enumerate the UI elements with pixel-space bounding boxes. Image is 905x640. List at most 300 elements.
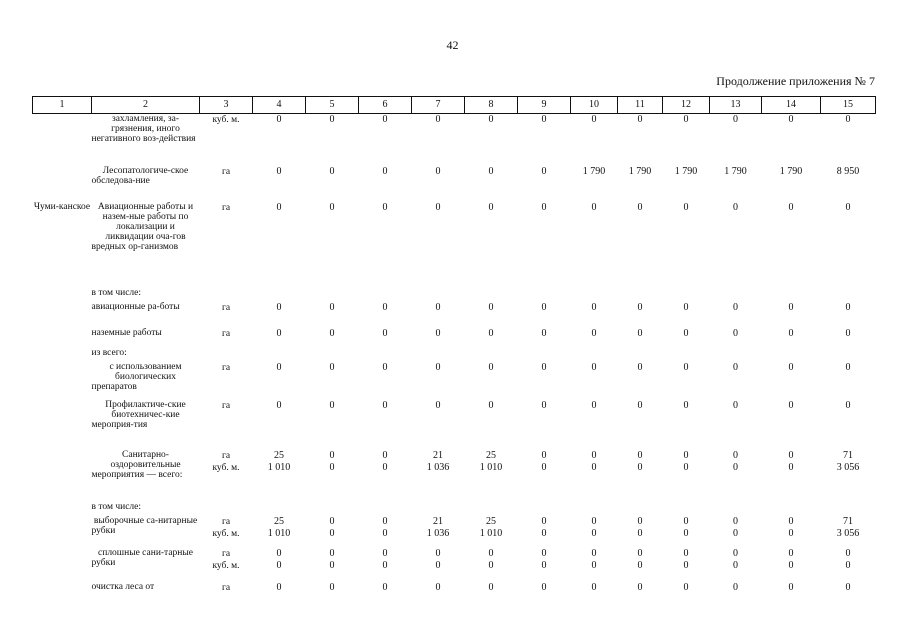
- value-cell: [663, 328, 710, 348]
- activity-name-cell: очистка леса от: [91, 581, 155, 592]
- value-cell: [762, 582, 821, 598]
- value-cell: [821, 400, 876, 450]
- cell-value: 1 010: [479, 527, 503, 539]
- cell-value: 0: [683, 201, 689, 213]
- value-cell: [821, 516, 876, 548]
- cell-value: 71: [843, 515, 853, 527]
- value-cell: [359, 288, 412, 302]
- value-cell: [518, 166, 571, 202]
- cell-value: 0: [637, 515, 643, 527]
- value-cell: [253, 114, 306, 166]
- value-cell: [571, 302, 618, 328]
- cell-value: 0: [683, 114, 689, 125]
- cell-value: 0: [488, 201, 494, 213]
- cell-value: 0: [382, 327, 388, 339]
- value-cell: [762, 328, 821, 348]
- cell-value: 0: [637, 527, 643, 539]
- cell-value: 0: [488, 301, 494, 313]
- activity-name-cell: Санитарно-оздоровительные мероприятия — всего:: [91, 449, 183, 480]
- cell-value: 0: [845, 581, 851, 593]
- cell-value: 0: [541, 165, 547, 177]
- value-cell: [359, 582, 412, 598]
- cell-value: 0: [637, 361, 643, 373]
- value-cell: [359, 348, 412, 362]
- cell-value: 0: [683, 581, 689, 593]
- unit-cell: [200, 288, 253, 302]
- value-cell: [571, 348, 618, 362]
- value-cell: [762, 302, 821, 328]
- cell-value: 0: [733, 461, 738, 473]
- value-cell: [253, 328, 306, 348]
- cell-value: 0: [435, 559, 441, 571]
- value-cell: [253, 548, 306, 582]
- value-cell: [253, 400, 306, 450]
- cell-value: 0: [435, 581, 441, 593]
- value-cell: [710, 582, 762, 598]
- forestry-name-cell: [33, 502, 92, 516]
- cell-value: 0: [591, 527, 597, 539]
- cell-value: 0: [591, 461, 597, 473]
- forestry-name-cell: [33, 166, 92, 202]
- value-cell: [821, 166, 876, 202]
- unit-value: га: [221, 450, 231, 461]
- value-cell: [518, 516, 571, 548]
- cell-value: 0: [733, 527, 738, 539]
- value-cell: [518, 400, 571, 450]
- value-cell: [306, 582, 359, 598]
- value-cell: [465, 516, 518, 548]
- value-cell: [518, 114, 571, 166]
- value-cell: [412, 348, 465, 362]
- cell-value: 0: [435, 165, 441, 177]
- cell-value: 0: [435, 201, 441, 213]
- cell-value: 0: [591, 201, 597, 213]
- value-cell: [412, 502, 465, 516]
- forestry-name-cell: [33, 400, 92, 450]
- value-cell: [663, 548, 710, 582]
- value-cell: [465, 582, 518, 598]
- unit-cell: [200, 400, 253, 450]
- forestry-name-cell: [33, 450, 92, 502]
- cell-value: 0: [435, 114, 441, 125]
- value-cell: [412, 302, 465, 328]
- value-cell: [306, 288, 359, 302]
- cell-value: 0: [276, 201, 282, 213]
- unit-value: га: [221, 516, 231, 527]
- value-cell: [518, 450, 571, 502]
- table-row: [33, 288, 876, 302]
- value-cell: [465, 450, 518, 502]
- value-cell: [306, 362, 359, 400]
- value-cell: [412, 516, 465, 548]
- cell-value: 25: [486, 515, 496, 527]
- cell-value: 0: [591, 559, 597, 571]
- forestry-name-cell: [33, 328, 92, 348]
- value-cell: [762, 548, 821, 582]
- value-cell: [762, 202, 821, 288]
- value-cell: [821, 328, 876, 348]
- table-row: [33, 302, 876, 328]
- cell-value: 0: [329, 301, 335, 313]
- value-cell: [253, 502, 306, 516]
- cell-value: 0: [276, 114, 282, 125]
- value-cell: [710, 202, 762, 288]
- unit-value: га: [221, 582, 231, 593]
- cell-value: 0: [541, 581, 547, 593]
- value-cell: [618, 348, 663, 362]
- value-cell: [359, 202, 412, 288]
- table-row: [33, 516, 876, 548]
- cell-value: 0: [591, 449, 597, 461]
- value-cell: [412, 202, 465, 288]
- value-cell: [518, 582, 571, 598]
- activity-name-cell: выборочные са-нитарные рубки: [91, 515, 198, 536]
- cell-value: 0: [683, 449, 689, 461]
- cell-value: 0: [541, 399, 547, 411]
- value-cell: [518, 502, 571, 516]
- cell-value: 0: [541, 301, 547, 313]
- value-cell: [571, 502, 618, 516]
- cell-value: 0: [329, 449, 335, 461]
- cell-value: 0: [845, 201, 851, 213]
- value-cell: [306, 202, 359, 288]
- cell-value: 0: [637, 547, 643, 559]
- value-cell: [571, 516, 618, 548]
- value-cell: [412, 328, 465, 348]
- column-header: 5: [306, 97, 359, 114]
- cell-value: 0: [845, 327, 851, 339]
- value-cell: [821, 348, 876, 362]
- value-cell: [253, 302, 306, 328]
- cell-value: 0: [488, 114, 494, 125]
- table-row: [33, 114, 876, 166]
- forestry-name-cell: [33, 288, 92, 302]
- cell-value: 0: [329, 515, 335, 527]
- value-cell: [359, 400, 412, 450]
- cell-value: 0: [733, 327, 738, 339]
- cell-value: 0: [591, 581, 597, 593]
- cell-value: 0: [276, 581, 282, 593]
- value-cell: [571, 202, 618, 288]
- cell-value: 1 010: [479, 461, 503, 473]
- value-cell: [821, 302, 876, 328]
- forestry-name-cell: Чуми-канское: [33, 201, 91, 212]
- cell-value: 0: [591, 301, 597, 313]
- unit-cell: [200, 302, 253, 328]
- cell-value: 1 790: [724, 165, 747, 177]
- cell-value: 0: [683, 515, 689, 527]
- value-cell: [710, 516, 762, 548]
- cell-value: 0: [845, 301, 851, 313]
- value-cell: [359, 302, 412, 328]
- value-cell: [412, 400, 465, 450]
- value-cell: [253, 450, 306, 502]
- cell-value: 1 790: [674, 165, 698, 177]
- cell-value: 0: [788, 515, 794, 527]
- activity-name-cell: Авиационные работы и назем-ные работы по локализации и ликвидации оча-гов вредных ор-ганизмов: [91, 201, 194, 252]
- value-cell: [253, 582, 306, 598]
- value-cell: [518, 362, 571, 400]
- unit-value: га: [221, 302, 231, 313]
- value-cell: [762, 166, 821, 202]
- cell-value: 3 056: [836, 527, 860, 539]
- cell-value: 0: [382, 449, 388, 461]
- cell-value: 0: [488, 547, 494, 559]
- activity-name-cell: с использованием биологических препаратов: [91, 361, 182, 392]
- cell-value: 0: [329, 201, 335, 213]
- cell-value: 0: [329, 361, 335, 373]
- header-row: [33, 97, 876, 114]
- cell-value: 0: [382, 399, 388, 411]
- activity-name-cell: захламления, за-грязнения, иного негативного воз-действия: [91, 114, 196, 144]
- cell-value: 0: [541, 449, 547, 461]
- value-cell: [571, 400, 618, 450]
- cell-value: 0: [541, 201, 547, 213]
- cell-value: 0: [276, 559, 282, 571]
- cell-value: 1 010: [267, 461, 291, 473]
- cell-value: 0: [435, 547, 441, 559]
- cell-value: 0: [637, 399, 643, 411]
- cell-value: 0: [788, 547, 794, 559]
- forestry-name-cell: [33, 302, 92, 328]
- value-cell: [618, 400, 663, 450]
- cell-value: 0: [329, 461, 335, 473]
- cell-value: 0: [788, 361, 794, 373]
- cell-value: 0: [435, 301, 441, 313]
- column-header: 1: [33, 97, 92, 114]
- cell-value: 0: [382, 361, 388, 373]
- cell-value: 0: [541, 515, 547, 527]
- value-cell: [465, 114, 518, 166]
- cell-value: 0: [733, 361, 738, 373]
- table-row: [33, 362, 876, 400]
- value-cell: [465, 362, 518, 400]
- cell-value: 0: [637, 449, 643, 461]
- value-cell: [412, 582, 465, 598]
- cell-value: 0: [683, 547, 689, 559]
- cell-value: 0: [683, 301, 689, 313]
- cell-value: 0: [788, 581, 794, 593]
- cell-value: 0: [637, 559, 643, 571]
- value-cell: [762, 348, 821, 362]
- value-cell: [571, 114, 618, 166]
- forestry-name-cell: [33, 362, 92, 400]
- continuation-label: Продолжение приложения № 7: [716, 74, 875, 88]
- activity-name-cell: наземные работы: [91, 327, 162, 338]
- value-cell: [359, 328, 412, 348]
- cell-value: 0: [541, 527, 547, 539]
- cell-value: 0: [382, 515, 388, 527]
- value-cell: [821, 288, 876, 302]
- value-cell: [465, 302, 518, 328]
- cell-value: 0: [329, 547, 335, 559]
- value-cell: [762, 114, 821, 166]
- value-cell: [518, 288, 571, 302]
- value-cell: [306, 302, 359, 328]
- value-cell: [359, 362, 412, 400]
- data-table: [32, 96, 876, 598]
- cell-value: 0: [683, 559, 689, 571]
- cell-value: 0: [435, 327, 441, 339]
- cell-value: 0: [788, 449, 794, 461]
- table-body: [33, 114, 876, 598]
- value-cell: [253, 202, 306, 288]
- value-cell: [663, 288, 710, 302]
- cell-value: 21: [433, 449, 443, 461]
- unit-value: куб. м.: [212, 528, 240, 539]
- unit-value: га: [221, 166, 231, 177]
- cell-value: 0: [591, 114, 597, 125]
- column-header: 14: [762, 97, 821, 114]
- value-cell: [306, 348, 359, 362]
- value-cell: [618, 166, 663, 202]
- value-cell: [359, 166, 412, 202]
- value-cell: [518, 548, 571, 582]
- value-cell: [571, 450, 618, 502]
- unit-cell: [200, 516, 253, 548]
- cell-value: 25: [274, 449, 284, 461]
- value-cell: [762, 516, 821, 548]
- cell-value: 0: [276, 165, 282, 177]
- cell-value: 0: [788, 399, 794, 411]
- cell-value: 21: [433, 515, 443, 527]
- value-cell: [412, 288, 465, 302]
- value-cell: [306, 114, 359, 166]
- value-cell: [663, 114, 710, 166]
- value-cell: [571, 328, 618, 348]
- value-cell: [663, 582, 710, 598]
- value-cell: [306, 502, 359, 516]
- activity-name-cell: сплошные сани-тарные рубки: [91, 547, 193, 568]
- unit-value: га: [221, 548, 231, 559]
- value-cell: [359, 502, 412, 516]
- cell-value: 0: [435, 361, 441, 373]
- value-cell: [710, 548, 762, 582]
- table-row: [33, 400, 876, 450]
- cell-value: 0: [683, 527, 689, 539]
- value-cell: [571, 288, 618, 302]
- table-row: [33, 202, 876, 288]
- cell-value: 25: [274, 515, 284, 527]
- value-cell: [253, 362, 306, 400]
- cell-value: 0: [637, 301, 643, 313]
- table-row: [33, 450, 876, 502]
- unit-cell: [200, 328, 253, 348]
- column-header: 6: [359, 97, 412, 114]
- value-cell: [253, 288, 306, 302]
- value-cell: [359, 548, 412, 582]
- cell-value: 0: [382, 165, 388, 177]
- cell-value: 8 950: [836, 165, 860, 177]
- column-header: 3: [200, 97, 253, 114]
- cell-value: 71: [843, 449, 853, 461]
- column-header: 15: [821, 97, 876, 114]
- cell-value: 0: [733, 114, 738, 125]
- value-cell: [465, 548, 518, 582]
- value-cell: [465, 348, 518, 362]
- cell-value: 0: [845, 114, 851, 125]
- cell-value: 0: [488, 165, 494, 177]
- value-cell: [306, 450, 359, 502]
- value-cell: [762, 362, 821, 400]
- value-cell: [762, 450, 821, 502]
- cell-value: 0: [382, 301, 388, 313]
- value-cell: [663, 166, 710, 202]
- value-cell: [618, 288, 663, 302]
- cell-value: 0: [683, 461, 689, 473]
- cell-value: 0: [382, 461, 388, 473]
- value-cell: [571, 548, 618, 582]
- cell-value: 0: [488, 327, 494, 339]
- page-number: 42: [446, 38, 459, 52]
- unit-cell: [200, 202, 253, 288]
- forestry-name-cell: [33, 348, 92, 362]
- value-cell: [618, 450, 663, 502]
- cell-value: 0: [845, 559, 851, 571]
- cell-value: 0: [276, 361, 282, 373]
- cell-value: 0: [637, 201, 643, 213]
- cell-value: 0: [488, 559, 494, 571]
- value-cell: [465, 288, 518, 302]
- activity-name-cell: Профилактиче-ские биотехничес-кие мероприя-тия: [91, 399, 186, 430]
- activity-name-cell: Лесопатологиче-ское обследова-ние: [91, 165, 189, 186]
- cell-value: 0: [488, 361, 494, 373]
- value-cell: [306, 166, 359, 202]
- unit-cell: [200, 362, 253, 400]
- value-cell: [359, 450, 412, 502]
- cell-value: 0: [276, 399, 282, 411]
- value-cell: [762, 502, 821, 516]
- unit-cell: [200, 348, 253, 362]
- table-row: [33, 502, 876, 516]
- unit-cell: [200, 502, 253, 516]
- value-cell: [618, 202, 663, 288]
- value-cell: [571, 166, 618, 202]
- value-cell: [618, 302, 663, 328]
- unit-value: га: [221, 362, 231, 373]
- cell-value: 0: [845, 399, 851, 411]
- cell-value: 0: [276, 301, 282, 313]
- cell-value: 0: [845, 361, 851, 373]
- unit-cell: [200, 582, 253, 598]
- value-cell: [663, 202, 710, 288]
- cell-value: 0: [788, 301, 794, 313]
- cell-value: 0: [329, 559, 335, 571]
- value-cell: [710, 302, 762, 328]
- value-cell: [518, 328, 571, 348]
- cell-value: 0: [382, 527, 388, 539]
- value-cell: [821, 582, 876, 598]
- cell-value: 0: [637, 327, 643, 339]
- cell-value: 0: [329, 527, 335, 539]
- value-cell: [710, 362, 762, 400]
- value-cell: [762, 400, 821, 450]
- forestry-name-cell: [33, 548, 92, 582]
- value-cell: [306, 328, 359, 348]
- value-cell: [618, 516, 663, 548]
- cell-value: 0: [788, 559, 794, 571]
- cell-value: 0: [329, 399, 335, 411]
- value-cell: [663, 502, 710, 516]
- column-header: 10: [571, 97, 618, 114]
- unit-value: га: [221, 328, 231, 339]
- value-cell: [821, 502, 876, 516]
- value-cell: [663, 516, 710, 548]
- value-cell: [253, 516, 306, 548]
- cell-value: 0: [488, 581, 494, 593]
- value-cell: [518, 348, 571, 362]
- activity-name-cell: в том числе:: [91, 501, 142, 512]
